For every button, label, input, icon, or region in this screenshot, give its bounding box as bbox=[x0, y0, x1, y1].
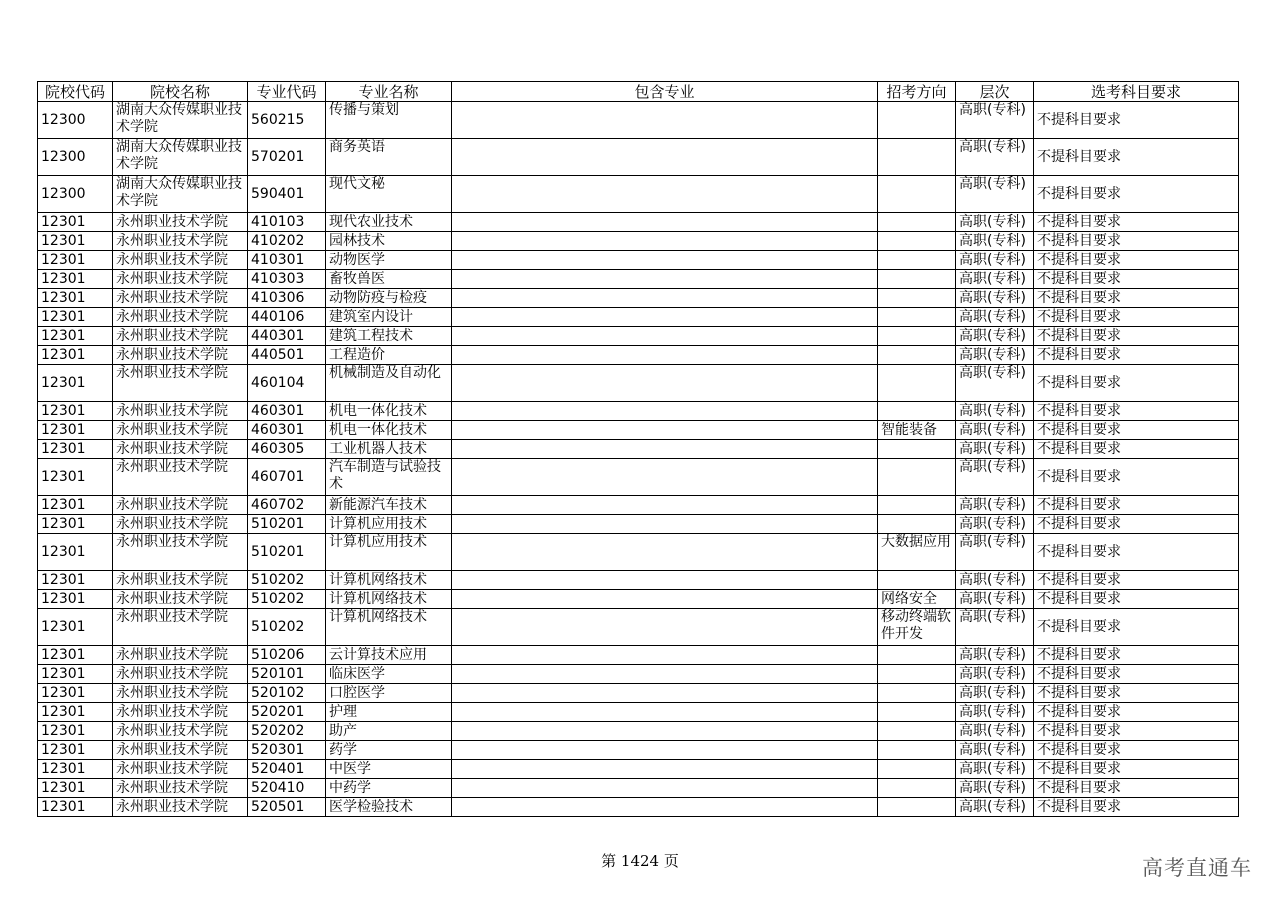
cell-school-code: 12301 bbox=[38, 741, 113, 760]
cell-level: 高职(专科) bbox=[956, 346, 1034, 365]
cell-included-majors bbox=[452, 703, 878, 722]
cell-admission-direction bbox=[878, 496, 956, 515]
cell-school-name: 永州职业技术学院 bbox=[113, 779, 248, 798]
cell-school-code: 12301 bbox=[38, 590, 113, 609]
cell-included-majors bbox=[452, 798, 878, 817]
page-number: 第 1424 页 bbox=[601, 852, 679, 870]
cell-school-code: 12300 bbox=[38, 102, 113, 139]
table-row bbox=[38, 684, 1239, 703]
cell-level: 高职(专科) bbox=[956, 684, 1034, 703]
cell-level: 高职(专科) bbox=[956, 459, 1034, 496]
cell-school-code: 12301 bbox=[38, 270, 113, 289]
cell-major-code: 560215 bbox=[248, 102, 326, 139]
cell-admission-direction: 网络安全 bbox=[878, 590, 956, 609]
cell-school-name: 永州职业技术学院 bbox=[113, 665, 248, 684]
cell-major-name: 传播与策划 bbox=[326, 102, 452, 139]
cell-level: 高职(专科) bbox=[956, 515, 1034, 534]
cell-major-name: 机电一体化技术 bbox=[326, 421, 452, 440]
cell-school-name: 永州职业技术学院 bbox=[113, 232, 248, 251]
table-row bbox=[38, 421, 1239, 440]
cell-major-code: 510202 bbox=[248, 571, 326, 590]
cell-level: 高职(专科) bbox=[956, 421, 1034, 440]
cell-major-name: 医学检验技术 bbox=[326, 798, 452, 817]
cell-included-majors bbox=[452, 365, 878, 402]
cell-school-code: 12301 bbox=[38, 798, 113, 817]
cell-admission-direction bbox=[878, 571, 956, 590]
column-header-level: 层次 bbox=[956, 82, 1034, 102]
cell-school-code: 12301 bbox=[38, 665, 113, 684]
cell-major-name: 园林技术 bbox=[326, 232, 452, 251]
cell-included-majors bbox=[452, 760, 878, 779]
table-row bbox=[38, 365, 1239, 402]
cell-school-code: 12300 bbox=[38, 139, 113, 176]
table-row bbox=[38, 270, 1239, 289]
cell-school-name: 永州职业技术学院 bbox=[113, 327, 248, 346]
cell-subject-requirement: 不提科目要求 bbox=[1034, 440, 1239, 459]
cell-level: 高职(专科) bbox=[956, 779, 1034, 798]
cell-major-code: 520301 bbox=[248, 741, 326, 760]
cell-included-majors bbox=[452, 684, 878, 703]
cell-major-code: 510201 bbox=[248, 515, 326, 534]
cell-included-majors bbox=[452, 571, 878, 590]
cell-school-code: 12301 bbox=[38, 779, 113, 798]
cell-admission-direction bbox=[878, 515, 956, 534]
cell-major-code: 520102 bbox=[248, 684, 326, 703]
cell-school-code: 12301 bbox=[38, 609, 113, 646]
cell-school-name: 永州职业技术学院 bbox=[113, 571, 248, 590]
table-row bbox=[38, 703, 1239, 722]
cell-school-name: 湖南大众传媒职业技术学院 bbox=[113, 139, 248, 176]
cell-school-name: 湖南大众传媒职业技术学院 bbox=[113, 176, 248, 213]
cell-admission-direction bbox=[878, 665, 956, 684]
cell-school-code: 12301 bbox=[38, 346, 113, 365]
table-row bbox=[38, 251, 1239, 270]
cell-major-name: 临床医学 bbox=[326, 665, 452, 684]
cell-included-majors bbox=[452, 515, 878, 534]
cell-included-majors bbox=[452, 251, 878, 270]
cell-major-code: 460305 bbox=[248, 440, 326, 459]
cell-admission-direction bbox=[878, 289, 956, 308]
cell-school-name: 永州职业技术学院 bbox=[113, 722, 248, 741]
cell-major-name: 机电一体化技术 bbox=[326, 402, 452, 421]
cell-level: 高职(专科) bbox=[956, 232, 1034, 251]
cell-included-majors bbox=[452, 496, 878, 515]
cell-subject-requirement: 不提科目要求 bbox=[1034, 102, 1239, 139]
cell-included-majors bbox=[452, 609, 878, 646]
cell-admission-direction bbox=[878, 251, 956, 270]
cell-admission-direction bbox=[878, 779, 956, 798]
cell-school-code: 12301 bbox=[38, 421, 113, 440]
cell-school-code: 12301 bbox=[38, 251, 113, 270]
cell-level: 高职(专科) bbox=[956, 176, 1034, 213]
cell-level: 高职(专科) bbox=[956, 534, 1034, 571]
cell-subject-requirement: 不提科目要求 bbox=[1034, 251, 1239, 270]
cell-subject-requirement: 不提科目要求 bbox=[1034, 609, 1239, 646]
cell-major-name: 计算机网络技术 bbox=[326, 590, 452, 609]
cell-subject-requirement: 不提科目要求 bbox=[1034, 365, 1239, 402]
cell-school-name: 永州职业技术学院 bbox=[113, 365, 248, 402]
cell-admission-direction: 智能装备 bbox=[878, 421, 956, 440]
cell-level: 高职(专科) bbox=[956, 289, 1034, 308]
cell-major-code: 520101 bbox=[248, 665, 326, 684]
cell-major-code: 440501 bbox=[248, 346, 326, 365]
cell-school-name: 永州职业技术学院 bbox=[113, 308, 248, 327]
cell-school-name: 永州职业技术学院 bbox=[113, 590, 248, 609]
table-row bbox=[38, 741, 1239, 760]
table-row bbox=[38, 308, 1239, 327]
table-row bbox=[38, 232, 1239, 251]
cell-major-code: 510206 bbox=[248, 646, 326, 665]
cell-school-code: 12301 bbox=[38, 459, 113, 496]
cell-admission-direction bbox=[878, 213, 956, 232]
cell-school-name: 永州职业技术学院 bbox=[113, 459, 248, 496]
cell-subject-requirement: 不提科目要求 bbox=[1034, 722, 1239, 741]
cell-included-majors bbox=[452, 590, 878, 609]
cell-school-name: 永州职业技术学院 bbox=[113, 251, 248, 270]
cell-subject-requirement: 不提科目要求 bbox=[1034, 590, 1239, 609]
cell-major-name: 计算机网络技术 bbox=[326, 571, 452, 590]
cell-included-majors bbox=[452, 665, 878, 684]
table-row bbox=[38, 779, 1239, 798]
cell-admission-direction bbox=[878, 440, 956, 459]
table-row bbox=[38, 571, 1239, 590]
cell-major-name: 商务英语 bbox=[326, 139, 452, 176]
cell-school-code: 12301 bbox=[38, 308, 113, 327]
cell-subject-requirement: 不提科目要求 bbox=[1034, 534, 1239, 571]
cell-admission-direction bbox=[878, 646, 956, 665]
cell-level: 高职(专科) bbox=[956, 102, 1034, 139]
cell-level: 高职(专科) bbox=[956, 665, 1034, 684]
cell-subject-requirement: 不提科目要求 bbox=[1034, 139, 1239, 176]
table-row bbox=[38, 722, 1239, 741]
cell-major-code: 460702 bbox=[248, 496, 326, 515]
cell-school-code: 12301 bbox=[38, 496, 113, 515]
cell-included-majors bbox=[452, 646, 878, 665]
cell-level: 高职(专科) bbox=[956, 270, 1034, 289]
cell-level: 高职(专科) bbox=[956, 590, 1034, 609]
cell-subject-requirement: 不提科目要求 bbox=[1034, 798, 1239, 817]
cell-level: 高职(专科) bbox=[956, 327, 1034, 346]
column-header-included-majors: 包含专业 bbox=[452, 82, 878, 102]
cell-school-code: 12301 bbox=[38, 534, 113, 571]
cell-subject-requirement: 不提科目要求 bbox=[1034, 459, 1239, 496]
cell-subject-requirement: 不提科目要求 bbox=[1034, 232, 1239, 251]
cell-major-name: 机械制造及自动化 bbox=[326, 365, 452, 402]
cell-included-majors bbox=[452, 440, 878, 459]
cell-major-code: 590401 bbox=[248, 176, 326, 213]
cell-included-majors bbox=[452, 213, 878, 232]
cell-major-name: 药学 bbox=[326, 741, 452, 760]
cell-subject-requirement: 不提科目要求 bbox=[1034, 703, 1239, 722]
cell-level: 高职(专科) bbox=[956, 703, 1034, 722]
cell-school-name: 永州职业技术学院 bbox=[113, 270, 248, 289]
column-header-major-name: 专业名称 bbox=[326, 82, 452, 102]
table-row bbox=[38, 665, 1239, 684]
cell-major-name: 助产 bbox=[326, 722, 452, 741]
cell-subject-requirement: 不提科目要求 bbox=[1034, 571, 1239, 590]
cell-major-code: 410303 bbox=[248, 270, 326, 289]
table-row bbox=[38, 213, 1239, 232]
column-header-subject-requirement: 选考科目要求 bbox=[1034, 82, 1239, 102]
cell-school-code: 12301 bbox=[38, 703, 113, 722]
cell-subject-requirement: 不提科目要求 bbox=[1034, 496, 1239, 515]
cell-school-name: 永州职业技术学院 bbox=[113, 798, 248, 817]
column-header-school-code: 院校代码 bbox=[38, 82, 113, 102]
cell-level: 高职(专科) bbox=[956, 496, 1034, 515]
cell-major-name: 口腔医学 bbox=[326, 684, 452, 703]
cell-included-majors bbox=[452, 289, 878, 308]
cell-admission-direction: 大数据应用 bbox=[878, 534, 956, 571]
cell-major-name: 护理 bbox=[326, 703, 452, 722]
cell-included-majors bbox=[452, 308, 878, 327]
table-row bbox=[38, 139, 1239, 176]
cell-level: 高职(专科) bbox=[956, 213, 1034, 232]
cell-major-code: 440301 bbox=[248, 327, 326, 346]
cell-major-code: 520501 bbox=[248, 798, 326, 817]
cell-school-code: 12301 bbox=[38, 760, 113, 779]
cell-major-code: 460301 bbox=[248, 421, 326, 440]
cell-school-code: 12301 bbox=[38, 440, 113, 459]
cell-school-name: 永州职业技术学院 bbox=[113, 741, 248, 760]
table-body bbox=[38, 102, 1239, 817]
cell-admission-direction: 移动终端软件开发 bbox=[878, 609, 956, 646]
cell-subject-requirement: 不提科目要求 bbox=[1034, 779, 1239, 798]
cell-school-name: 永州职业技术学院 bbox=[113, 421, 248, 440]
cell-admission-direction bbox=[878, 741, 956, 760]
cell-level: 高职(专科) bbox=[956, 798, 1034, 817]
cell-school-name: 湖南大众传媒职业技术学院 bbox=[113, 102, 248, 139]
cell-included-majors bbox=[452, 139, 878, 176]
cell-subject-requirement: 不提科目要求 bbox=[1034, 270, 1239, 289]
cell-subject-requirement: 不提科目要求 bbox=[1034, 213, 1239, 232]
cell-school-name: 永州职业技术学院 bbox=[113, 646, 248, 665]
table-row bbox=[38, 346, 1239, 365]
cell-major-code: 410103 bbox=[248, 213, 326, 232]
cell-subject-requirement: 不提科目要求 bbox=[1034, 421, 1239, 440]
cell-school-code: 12301 bbox=[38, 646, 113, 665]
cell-school-code: 12301 bbox=[38, 327, 113, 346]
cell-school-name: 永州职业技术学院 bbox=[113, 760, 248, 779]
cell-major-name: 计算机网络技术 bbox=[326, 609, 452, 646]
cell-included-majors bbox=[452, 459, 878, 496]
cell-subject-requirement: 不提科目要求 bbox=[1034, 741, 1239, 760]
cell-major-code: 520410 bbox=[248, 779, 326, 798]
table-row bbox=[38, 402, 1239, 421]
cell-school-code: 12301 bbox=[38, 213, 113, 232]
enrollment-table bbox=[37, 81, 1239, 817]
cell-major-code: 440106 bbox=[248, 308, 326, 327]
cell-school-code: 12300 bbox=[38, 176, 113, 213]
cell-admission-direction bbox=[878, 176, 956, 213]
cell-included-majors bbox=[452, 722, 878, 741]
cell-school-code: 12301 bbox=[38, 289, 113, 308]
cell-major-name: 动物防疫与检疫 bbox=[326, 289, 452, 308]
cell-major-name: 工程造价 bbox=[326, 346, 452, 365]
cell-subject-requirement: 不提科目要求 bbox=[1034, 327, 1239, 346]
cell-level: 高职(专科) bbox=[956, 139, 1034, 176]
table-row bbox=[38, 496, 1239, 515]
cell-admission-direction bbox=[878, 760, 956, 779]
cell-level: 高职(专科) bbox=[956, 741, 1034, 760]
cell-school-name: 永州职业技术学院 bbox=[113, 213, 248, 232]
cell-admission-direction bbox=[878, 798, 956, 817]
cell-included-majors bbox=[452, 102, 878, 139]
cell-subject-requirement: 不提科目要求 bbox=[1034, 646, 1239, 665]
cell-school-code: 12301 bbox=[38, 402, 113, 421]
cell-major-code: 570201 bbox=[248, 139, 326, 176]
cell-school-name: 永州职业技术学院 bbox=[113, 289, 248, 308]
cell-admission-direction bbox=[878, 308, 956, 327]
cell-level: 高职(专科) bbox=[956, 440, 1034, 459]
cell-school-name: 永州职业技术学院 bbox=[113, 515, 248, 534]
table-row bbox=[38, 289, 1239, 308]
cell-major-name: 建筑工程技术 bbox=[326, 327, 452, 346]
cell-major-code: 410202 bbox=[248, 232, 326, 251]
cell-level: 高职(专科) bbox=[956, 365, 1034, 402]
cell-included-majors bbox=[452, 402, 878, 421]
cell-level: 高职(专科) bbox=[956, 609, 1034, 646]
cell-school-name: 永州职业技术学院 bbox=[113, 496, 248, 515]
column-header-school-name: 院校名称 bbox=[113, 82, 248, 102]
cell-major-name: 建筑室内设计 bbox=[326, 308, 452, 327]
cell-level: 高职(专科) bbox=[956, 251, 1034, 270]
cell-subject-requirement: 不提科目要求 bbox=[1034, 760, 1239, 779]
cell-major-name: 中医学 bbox=[326, 760, 452, 779]
watermark-text: 高考直通车 bbox=[1142, 856, 1252, 880]
cell-school-code: 12301 bbox=[38, 232, 113, 251]
cell-major-code: 520401 bbox=[248, 760, 326, 779]
table-row bbox=[38, 176, 1239, 213]
table-row bbox=[38, 327, 1239, 346]
cell-level: 高职(专科) bbox=[956, 646, 1034, 665]
cell-subject-requirement: 不提科目要求 bbox=[1034, 289, 1239, 308]
cell-school-name: 永州职业技术学院 bbox=[113, 684, 248, 703]
cell-included-majors bbox=[452, 327, 878, 346]
cell-admission-direction bbox=[878, 722, 956, 741]
table-row bbox=[38, 534, 1239, 571]
cell-school-name: 永州职业技术学院 bbox=[113, 346, 248, 365]
table-row bbox=[38, 798, 1239, 817]
cell-school-code: 12301 bbox=[38, 515, 113, 534]
cell-school-code: 12301 bbox=[38, 722, 113, 741]
cell-included-majors bbox=[452, 534, 878, 571]
cell-major-code: 520202 bbox=[248, 722, 326, 741]
cell-school-code: 12301 bbox=[38, 365, 113, 402]
cell-major-code: 510202 bbox=[248, 609, 326, 646]
cell-level: 高职(专科) bbox=[956, 571, 1034, 590]
cell-included-majors bbox=[452, 270, 878, 289]
cell-level: 高职(专科) bbox=[956, 760, 1034, 779]
cell-major-name: 现代文秘 bbox=[326, 176, 452, 213]
cell-major-code: 510202 bbox=[248, 590, 326, 609]
cell-admission-direction bbox=[878, 365, 956, 402]
cell-admission-direction bbox=[878, 684, 956, 703]
cell-major-name: 畜牧兽医 bbox=[326, 270, 452, 289]
cell-included-majors bbox=[452, 421, 878, 440]
cell-included-majors bbox=[452, 741, 878, 760]
cell-major-name: 动物医学 bbox=[326, 251, 452, 270]
table-row bbox=[38, 459, 1239, 496]
column-header-admission-direction: 招考方向 bbox=[878, 82, 956, 102]
cell-level: 高职(专科) bbox=[956, 308, 1034, 327]
cell-school-code: 12301 bbox=[38, 571, 113, 590]
cell-school-name: 永州职业技术学院 bbox=[113, 609, 248, 646]
table-row bbox=[38, 440, 1239, 459]
table-row bbox=[38, 760, 1239, 779]
cell-admission-direction bbox=[878, 327, 956, 346]
cell-admission-direction bbox=[878, 703, 956, 722]
cell-major-code: 460104 bbox=[248, 365, 326, 402]
cell-subject-requirement: 不提科目要求 bbox=[1034, 402, 1239, 421]
cell-subject-requirement: 不提科目要求 bbox=[1034, 176, 1239, 213]
cell-school-name: 永州职业技术学院 bbox=[113, 402, 248, 421]
cell-admission-direction bbox=[878, 232, 956, 251]
cell-major-name: 新能源汽车技术 bbox=[326, 496, 452, 515]
column-header-major-code: 专业代码 bbox=[248, 82, 326, 102]
cell-school-name: 永州职业技术学院 bbox=[113, 703, 248, 722]
table-row bbox=[38, 515, 1239, 534]
cell-major-code: 460701 bbox=[248, 459, 326, 496]
cell-included-majors bbox=[452, 346, 878, 365]
cell-major-code: 410306 bbox=[248, 289, 326, 308]
cell-school-name: 永州职业技术学院 bbox=[113, 440, 248, 459]
cell-admission-direction bbox=[878, 139, 956, 176]
cell-level: 高职(专科) bbox=[956, 722, 1034, 741]
cell-subject-requirement: 不提科目要求 bbox=[1034, 515, 1239, 534]
cell-subject-requirement: 不提科目要求 bbox=[1034, 665, 1239, 684]
cell-major-name: 工业机器人技术 bbox=[326, 440, 452, 459]
header-row bbox=[38, 82, 1239, 102]
cell-admission-direction bbox=[878, 270, 956, 289]
cell-admission-direction bbox=[878, 346, 956, 365]
cell-included-majors bbox=[452, 176, 878, 213]
table-row bbox=[38, 590, 1239, 609]
table-row bbox=[38, 646, 1239, 665]
cell-included-majors bbox=[452, 779, 878, 798]
cell-school-code: 12301 bbox=[38, 684, 113, 703]
cell-major-name: 汽车制造与试验技术 bbox=[326, 459, 452, 496]
cell-admission-direction bbox=[878, 459, 956, 496]
cell-admission-direction bbox=[878, 402, 956, 421]
cell-major-code: 510201 bbox=[248, 534, 326, 571]
cell-subject-requirement: 不提科目要求 bbox=[1034, 684, 1239, 703]
cell-major-name: 现代农业技术 bbox=[326, 213, 452, 232]
cell-major-name: 中药学 bbox=[326, 779, 452, 798]
cell-level: 高职(专科) bbox=[956, 402, 1034, 421]
cell-subject-requirement: 不提科目要求 bbox=[1034, 346, 1239, 365]
table-row bbox=[38, 102, 1239, 139]
cell-subject-requirement: 不提科目要求 bbox=[1034, 308, 1239, 327]
cell-major-code: 520201 bbox=[248, 703, 326, 722]
table-row bbox=[38, 609, 1239, 646]
cell-included-majors bbox=[452, 232, 878, 251]
cell-major-name: 计算机应用技术 bbox=[326, 515, 452, 534]
cell-school-name: 永州职业技术学院 bbox=[113, 534, 248, 571]
cell-major-name: 计算机应用技术 bbox=[326, 534, 452, 571]
cell-major-name: 云计算技术应用 bbox=[326, 646, 452, 665]
cell-major-code: 460301 bbox=[248, 402, 326, 421]
cell-major-code: 410301 bbox=[248, 251, 326, 270]
cell-admission-direction bbox=[878, 102, 956, 139]
